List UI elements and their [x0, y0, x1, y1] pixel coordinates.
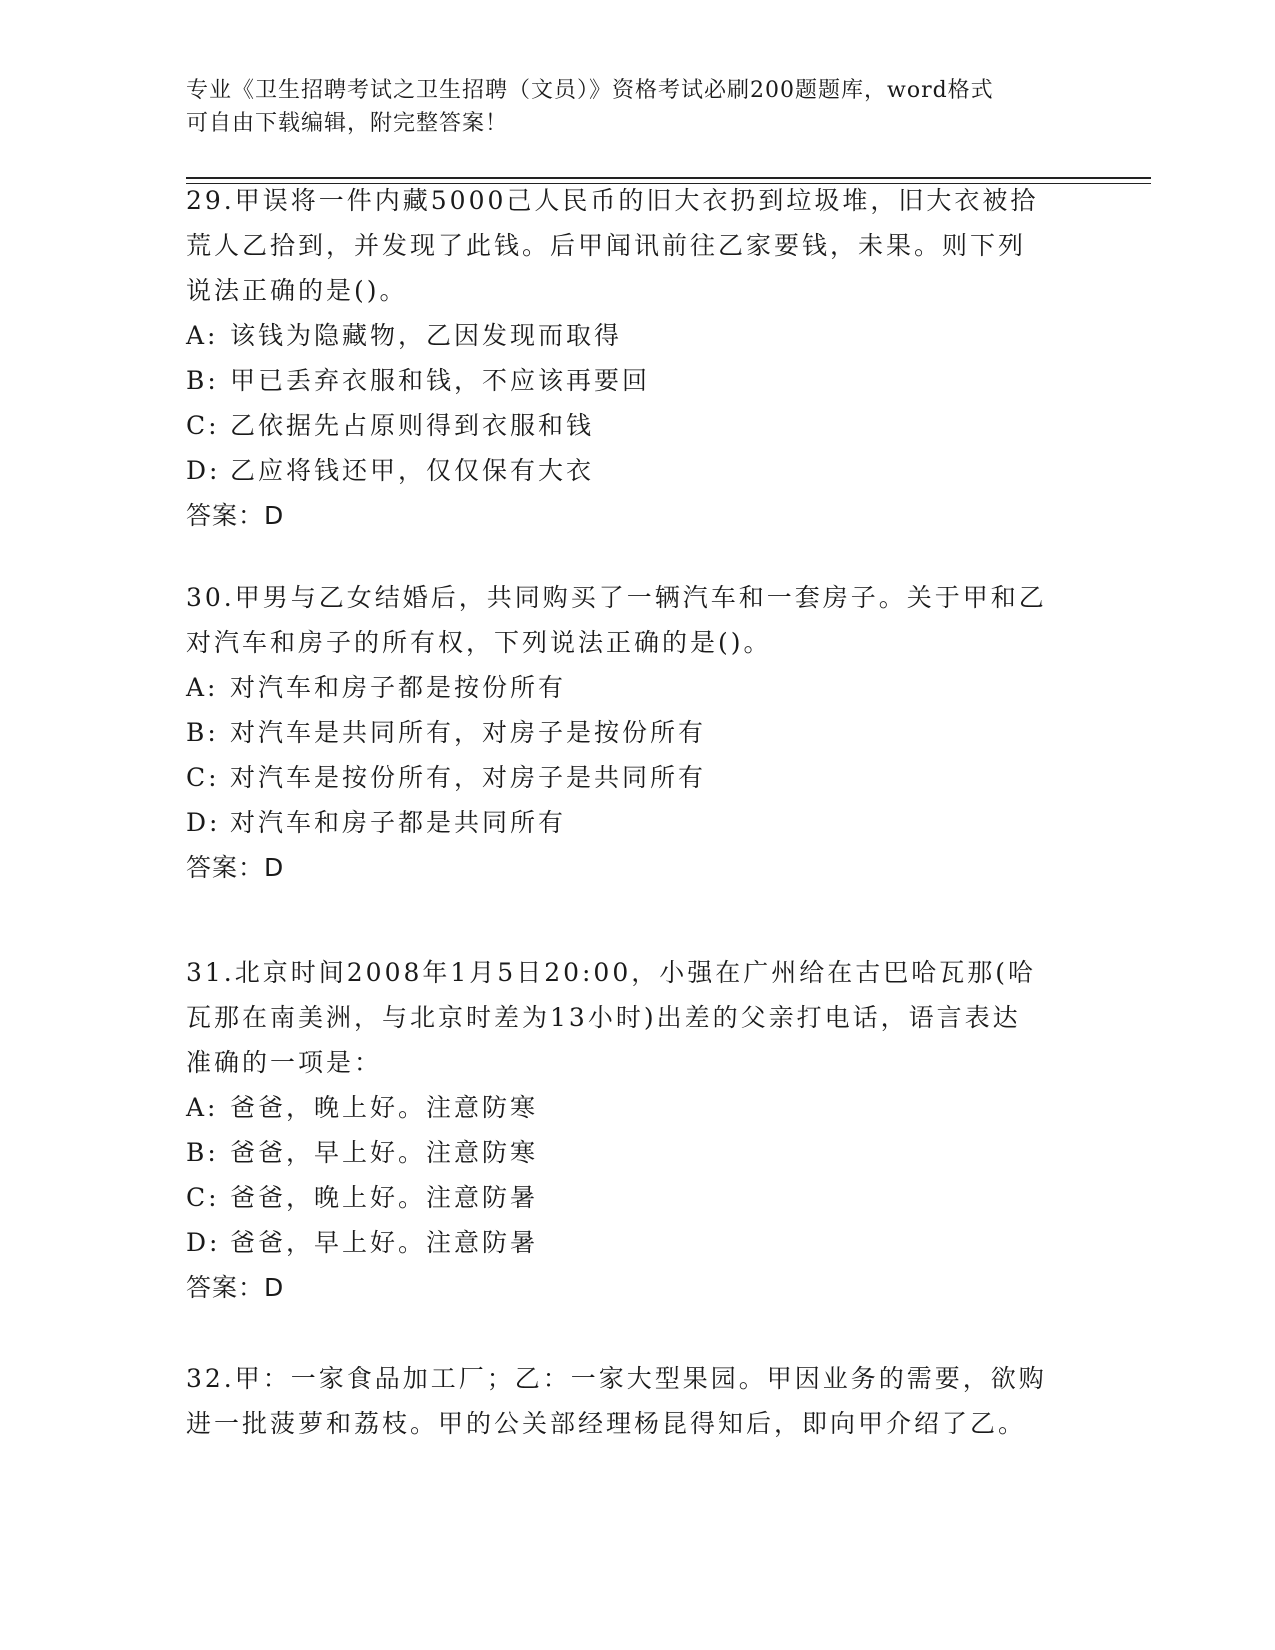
option-text: 对汽车是按份所有，对房子是共同所有 [230, 763, 707, 792]
option-label: D: [186, 1228, 221, 1257]
option-label: D: [186, 456, 221, 485]
question-line: 30.甲男与乙女结婚后，共同购买了一辆汽车和一套房子。关于甲和乙 [186, 583, 1047, 612]
option-b [186, 358, 1086, 403]
option-label: C: [186, 411, 220, 440]
question-line: 荒人乙拾到，并发现了此钱。后甲闻讯前往乙家要钱，未果。则下列 [186, 231, 1027, 260]
option-c [186, 403, 1086, 448]
question-line: 准确的一项是： [186, 1048, 383, 1077]
option-label: A: [186, 673, 219, 702]
option-text: 乙依据先占原则得到衣服和钱 [230, 411, 595, 440]
option-label: B: [186, 366, 219, 395]
option-b [186, 710, 1086, 755]
question-30 [186, 575, 1086, 890]
answer-line: 答案：D [186, 1273, 285, 1302]
header-line-1: 专业《卫生招聘考试之卫生招聘（文员）》资格考试必刷200题题库，word格式 [186, 78, 994, 103]
answer-line: 答案：D [186, 501, 285, 530]
option-text: 对汽车和房子都是按份所有 [230, 673, 567, 702]
answer-line: 答案：D [186, 853, 285, 882]
question-line: 31.北京时间2008年1月5日20:00，小强在广州给在古巴哈瓦那(哈 [186, 958, 1036, 987]
option-b [186, 1130, 1086, 1175]
option-c [186, 755, 1086, 800]
question-32 [186, 1356, 1086, 1446]
question-31 [186, 950, 1086, 1310]
option-text: 爸爸，早上好。注意防暑 [230, 1228, 539, 1257]
option-a [186, 313, 1086, 358]
question-line: 进一批菠萝和荔枝。甲的公关部经理杨昆得知后，即向甲介绍了乙。 [186, 1409, 1027, 1438]
option-text: 爸爸，晚上好。注意防寒 [230, 1093, 539, 1122]
document-header [186, 74, 1066, 140]
option-label: A: [186, 321, 219, 350]
option-label: C: [186, 763, 220, 792]
option-text: 对汽车和房子都是共同所有 [230, 808, 567, 837]
question-line: 瓦那在南美洲，与北京时差为13小时)出差的父亲打电话，语言表达 [186, 1003, 1021, 1032]
option-text: 爸爸，晚上好。注意防暑 [230, 1183, 539, 1212]
option-label: C: [186, 1183, 220, 1212]
option-label: A: [186, 1093, 219, 1122]
option-label: B: [186, 718, 219, 747]
option-a [186, 665, 1086, 710]
option-d [186, 448, 1086, 493]
option-d [186, 800, 1086, 845]
question-line: 对汽车和房子的所有权，下列说法正确的是()。 [186, 628, 772, 657]
option-label: B: [186, 1138, 219, 1167]
option-text: 对汽车是共同所有，对房子是按份所有 [230, 718, 707, 747]
question-line: 29.甲误将一件内藏5000己人民币的旧大衣扔到垃圾堆，旧大衣被拾 [186, 186, 1039, 215]
option-c [186, 1175, 1086, 1220]
question-29 [186, 178, 1086, 538]
option-a [186, 1085, 1086, 1130]
option-text: 甲已丢弃衣服和钱，不应该再要回 [230, 366, 651, 395]
header-line-2: 可自由下载编辑，附完整答案！ [186, 111, 509, 136]
question-line: 32.甲：一家食品加工厂；乙：一家大型果园。甲因业务的需要，欲购 [186, 1364, 1047, 1393]
option-text: 该钱为隐藏物，乙因发现而取得 [230, 321, 623, 350]
option-d [186, 1220, 1086, 1265]
option-text: 爸爸，早上好。注意防寒 [230, 1138, 539, 1167]
option-label: D: [186, 808, 221, 837]
question-line: 说法正确的是()。 [186, 276, 408, 305]
option-text: 乙应将钱还甲，仅仅保有大衣 [230, 456, 595, 485]
